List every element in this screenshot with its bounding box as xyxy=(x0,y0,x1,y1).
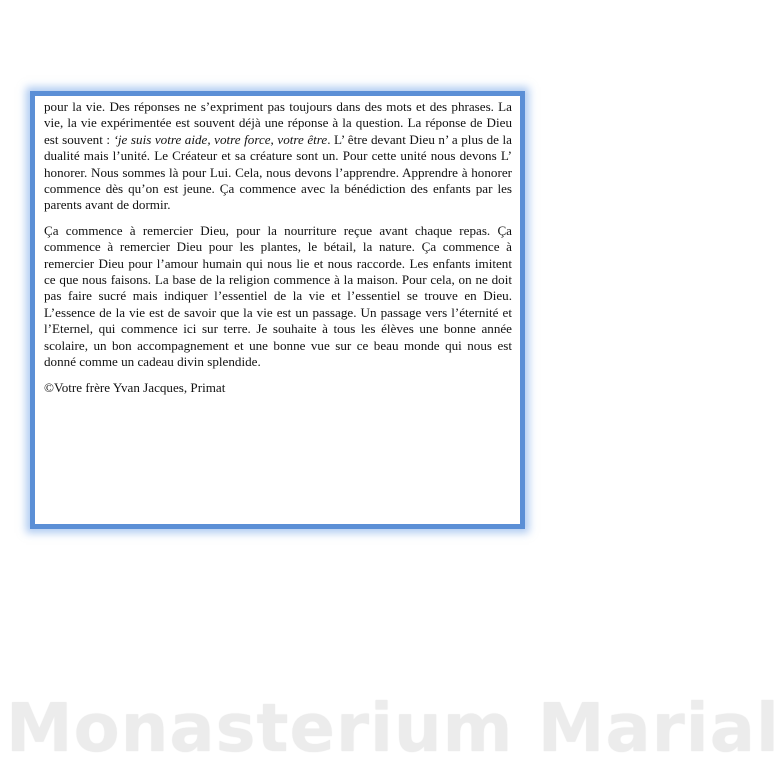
watermark: Monasterium Marial xyxy=(6,689,780,767)
paragraph-1-start: pour la vie. Des réponses ne s’expriment pas toujours dans des mots et des phrases. La vie, la vie expérimentée est souvent déjà une réponse à la question. La réponse de Dieu est souvent : xyxy=(44,99,512,147)
paragraph-1-end: . L’ être devant Dieu n’ a plus de la dualité mais l’unité. Le Créateur et sa créature sont un. Pour cette unité nous devons L’ honorer. Nous sommes là pour Lui. Cela, nous devons l’apprendre. Apprendre à honorer commence dès qu’on est jeune. Ça commence avec la bénédiction des enfants par les parents avant de dormir. xyxy=(44,131,512,213)
paragraph-1 xyxy=(44,99,512,214)
quoted-phrase: ‘je suis votre aide, votre force, votre être xyxy=(113,131,328,147)
paragraph-2: Ça commence à remercier Dieu, pour la nourriture reçue avant chaque repas. Ça commence à remercier Dieu pour les plantes, le bétail, la nature. Ça commence à remercier Dieu pour l’amour humain qui nous lie et nous raccorde. Les enfants imitent ce que nous faisons. La base de la religion commence à la maison. Pour cela, on ne doit pas faire sucré mais indiquer l’essentiel de la vie et l’essentiel se trouve en Dieu. L’essence de la vie est de savoir que la vie est un passage. Un passage vers l’éternité et l’Eternel, qui commence ici sur terre. Je souhaite à tous les élèves une bonne année scolaire, un bon accompagnement et une bonne vue sur ce beau monde qui nous est donné comme un cadeau divin splendide. xyxy=(44,222,512,370)
document-body xyxy=(44,99,512,405)
signature: ©Votre frère Yvan Jacques, Primat xyxy=(44,379,226,395)
text-frame xyxy=(30,91,525,529)
